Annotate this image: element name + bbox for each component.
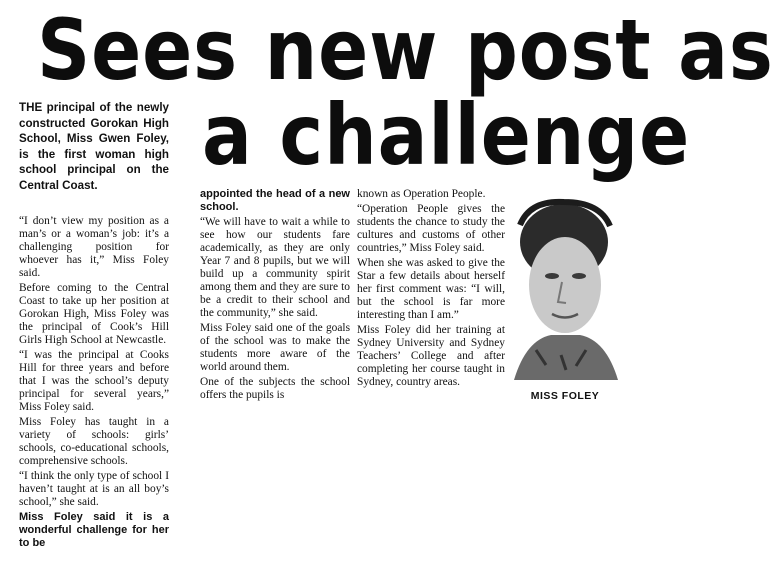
paragraph: “I was the principal at Cooks Hill for three years and before that I was the school’s deputy principal for several years,” Miss Foley said. — [19, 349, 169, 413]
paragraph: known as Operation People. — [357, 188, 486, 200]
paragraph: Miss Foley did her training at Sydney University and Sydney Teachers’ College and after completing her course taught in Sydney, country areas. — [357, 324, 505, 388]
portrait-figure — [506, 190, 624, 402]
photo-caption: MISS FOLEY — [530, 390, 600, 402]
paragraph: “Operation People gives the students the chance to study the cultures and customs of other countries,” Miss Foley said. — [357, 203, 505, 254]
paragraph: “I don’t view my position as a man’s or a woman’s job: it’s a challenging position for whoever has it,” Miss Foley said. — [19, 215, 169, 279]
paragraph: “We will have to wait a while to see how our students fare academically, as they are only Year 7 and 8 pupils, but we will build up a community spirit among them and they are sure to be a credit to their school and the community,” she said. — [200, 216, 350, 319]
column-opening-line: appointed the head of a new school. — [200, 188, 350, 213]
paragraph: Before coming to the Central Coast to take up her position at Gorokan High, Miss Foley was the principal of Cook’s Hill Girls High School at Newcastle. — [19, 282, 169, 346]
headline-line-2: a challenge — [202, 86, 691, 184]
portrait-photo — [506, 190, 624, 380]
paragraph: One of the subjects the school offers the pupils is — [200, 376, 350, 401]
paragraph: When she was asked to give the Star a few details about herself her first comment was: “I will, but the school is far more interesting than I am.” — [357, 257, 505, 321]
paragraph: Miss Foley said one of the goals of the school was to make the students more aware of the world around them. — [200, 322, 350, 373]
column-closing-line: Miss Foley said it is a wonderful challenge for her to be — [19, 511, 169, 549]
lead-paragraph: THE principal of the newly constructed Gorokan High School, Miss Gwen Foley, is the first woman high school principal on the Central Coast. — [19, 101, 169, 192]
article-column-3 — [357, 188, 505, 391]
paragraph: Miss Foley has taught in a variety of schools: girls’ schools, co-educational schools, comprehensive schools. — [19, 416, 169, 467]
headline-line-1: Sees new post as — [37, 1, 774, 99]
article-column-1 — [19, 215, 169, 552]
paragraph: “I think the only type of school I haven’t taught at is an all boy’s school,” she said. — [19, 470, 169, 508]
article-column-2 — [200, 188, 350, 404]
